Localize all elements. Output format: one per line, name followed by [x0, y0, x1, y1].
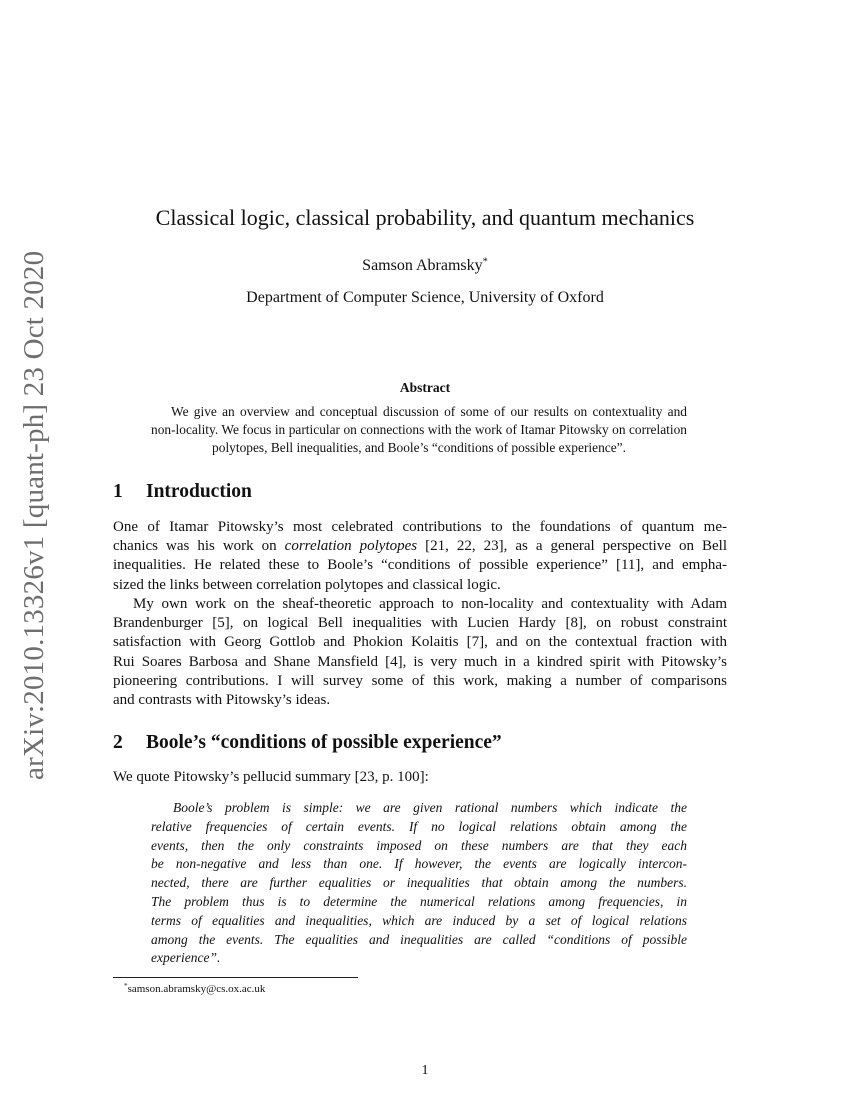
page-number: 1 — [421, 1063, 429, 1078]
abstract-heading: Abstract — [399, 380, 451, 395]
quote-line: events, then the only constraints imposed on these numbers are that they each — [151, 837, 687, 853]
section-heading-introduction — [113, 481, 252, 503]
affiliation: Department of Computer Science, University of Oxford — [246, 289, 604, 306]
paragraph-line: We quote Pitowsky’s pellucid summary [23, p. 100]: — [113, 769, 429, 785]
quote-line: The problem thus is to determine the numerical relations among frequencies, in — [151, 893, 687, 909]
footnote — [124, 983, 265, 995]
section-title: Introduction — [146, 481, 252, 502]
author-footnote-mark: * — [482, 256, 488, 268]
paragraph-line: chanics was his work on correlation polytopes [21, 22, 23], as a general perspective on Bell — [113, 538, 727, 555]
section-heading-boole — [113, 732, 502, 754]
quote-line: among the events. The equalities and inequalities are called “conditions of possible — [151, 931, 687, 947]
paragraph-line: inequalities. He related these to Boole’s “conditions of possible experience” [11], and empha- — [113, 557, 727, 574]
pitowsky-quote — [151, 799, 687, 968]
emphasis-text: correlation polytopes — [284, 538, 418, 555]
quote-line: relative frequencies of certain events. If no logical relations obtain among the — [151, 818, 687, 834]
paragraph-line: Brandenburger [5], on logical Bell inequalities with Lucien Hardy [8], on robust constraint — [113, 615, 727, 632]
footnote-rule — [113, 977, 358, 978]
abstract-text: We give an overview and conceptual discussion of some of our results on contextuality and non-locality. We focus in particular on connections with the work of Itamar Pitowsky on correlation polytopes, Bell inequalities, and Boole’s “conditions of possible experience”. — [151, 404, 687, 455]
quote-line: Boole’s problem is simple: we are given rational numbers which indicate the — [173, 800, 687, 815]
paragraph-line: Rui Soares Barbosa and Shane Mansfield [4], is very much in a kindred spirit with Pitowsky’s — [113, 653, 727, 670]
section-number: 2 — [113, 732, 123, 753]
intro-paragraph-1 — [113, 518, 727, 595]
quote-line: terms of equalities and inequalities, which are induced by a set of logical relations — [151, 912, 687, 928]
paper-title: Classical logic, classical probability, and quantum mechanics — [155, 205, 695, 230]
footnote-mark: * — [124, 982, 128, 991]
section-2-intro — [113, 768, 727, 787]
author-name: Samson Abramsky — [362, 257, 483, 274]
paragraph-line: pioneering contributions. I will survey some of this work, making a number of comparisons — [113, 672, 727, 689]
footnote-email[interactable]: samson.abramsky@cs.ox.ac.uk — [127, 983, 266, 995]
paragraph-line: One of Itamar Pitowsky’s most celebrated contributions to the foundations of quantum me- — [113, 519, 727, 535]
paragraph-line: and contrasts with Pitowsky’s ideas. — [113, 692, 331, 709]
quote-line: be non-negative and less than one. If however, the events are logically intercon- — [151, 856, 687, 872]
arxiv-stamp: arXiv:2010.13326v1 [quant-ph] 23 Oct 2020 — [18, 250, 50, 780]
section-number: 1 — [113, 481, 123, 502]
paragraph-line: sized the links between correlation polytopes and classical logic. — [113, 576, 501, 593]
intro-paragraph-2 — [113, 595, 727, 710]
paragraph-line: My own work on the sheaf-theoretic approach to non-locality and contextuality with Adam — [133, 596, 727, 612]
quote-line: nected, there are further equalities or inequalities that obtain among the numbers. — [151, 875, 687, 891]
quote-line: experience”. — [151, 950, 221, 966]
section-title: Boole’s “conditions of possible experience” — [146, 732, 502, 753]
paragraph-line: satisfaction with Georg Gottlob and Phokion Kolaitis [7], and on the contextual fraction with — [113, 634, 727, 651]
author-line — [0, 257, 850, 275]
